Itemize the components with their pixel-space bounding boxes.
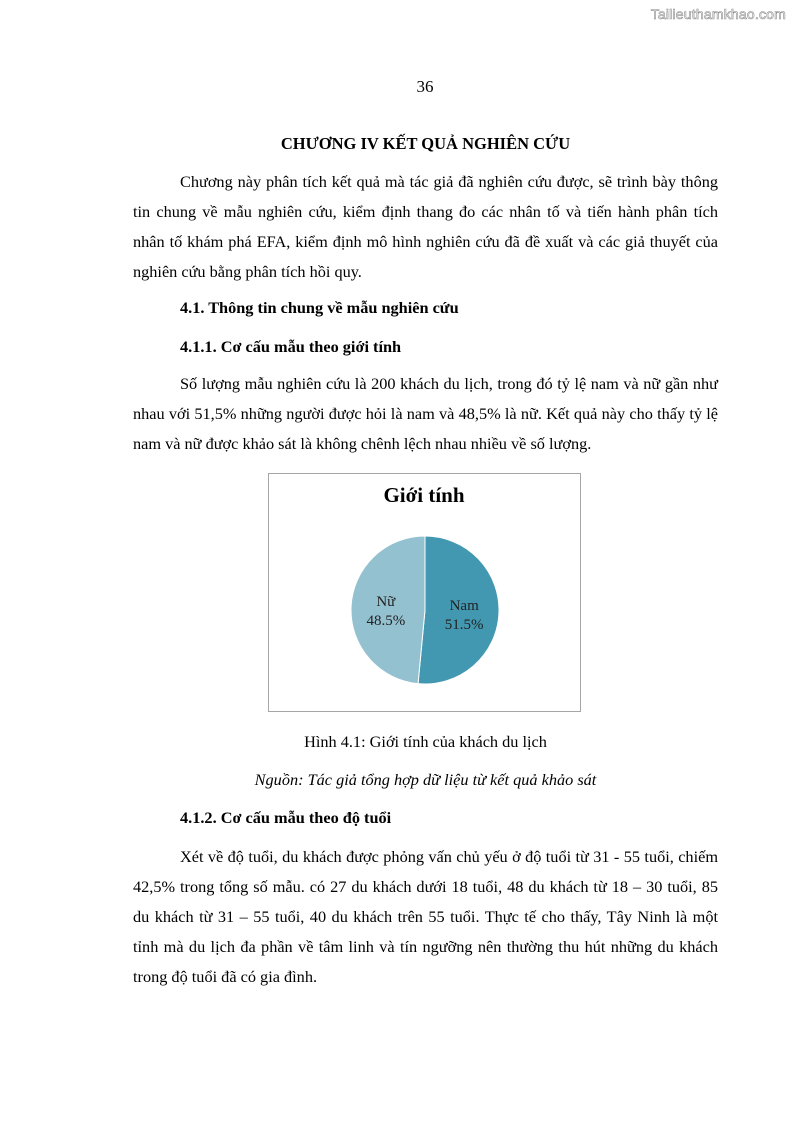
section-heading-4-1-2: 4.1.2. Cơ cấu mẫu theo độ tuổi <box>180 808 392 827</box>
pie-label-value: 51.5% <box>444 616 484 633</box>
pie-label-name: Nam <box>449 597 479 614</box>
watermark: Tailieuthamkhao.com <box>650 6 786 22</box>
pie-label-value: 48.5% <box>366 613 406 630</box>
pie-label-name: Nữ <box>376 594 396 611</box>
pie-chart-canvas <box>269 474 580 711</box>
section-heading-4-1: 4.1. Thông tin chung về mẫu nghiên cứu <box>180 298 459 317</box>
gender-paragraph: Số lượng mẫu nghiên cứu là 200 khách du lịch, trong đó tỷ lệ nam và nữ gần như nhau với 51,5% những người được hỏi là nam và 48,5% là nữ. Kết quả này cho thấy tỷ lệ nam và nữ được khảo sát là không chênh lệch nhau nhiều về số lượng. <box>133 374 718 453</box>
chapter-title: CHƯƠNG IV KẾT QUẢ NGHIÊN CỨU <box>280 134 571 153</box>
gender-pie-chart <box>268 473 581 712</box>
figure-caption: Hình 4.1: Giới tính của khách du lịch <box>304 732 547 751</box>
age-paragraph: Xét về độ tuổi, du khách được phỏng vấn chủ yếu ở độ tuổi từ 31 - 55 tuổi, chiếm 42,5% trong tổng số mẫu. có 27 du khách dưới 18 tuổi, 48 du khách từ 18 – 30 tuổi, 85 du khách từ 31 – 55 tuổi, 40 du khách trên 55 tuổi. Thực tế cho thấy, Tây Ninh là một tỉnh mà du lịch đa phần về tâm linh và tín ngưỡng nên thường thu hút những du khách trong độ tuổi đã có gia đình. <box>133 847 718 986</box>
page-number: 36 <box>416 77 434 96</box>
chart-title: Giới tính <box>383 483 465 507</box>
intro-paragraph: Chương này phân tích kết quả mà tác giả đã nghiên cứu được, sẽ trình bày thông tin chung về mẫu nghiên cứu, kiểm định thang đo các nhân tố và tiến hành phân tích nhân tố khám phá EFA, kiểm định mô hình nghiên cứu đã đề xuất và các giả thuyết của nghiên cứu bằng phân tích hồi quy. <box>133 172 718 281</box>
section-heading-4-1-1: 4.1.1. Cơ cấu mẫu theo giới tính <box>180 337 402 356</box>
figure-source: Nguồn: Tác giả tổng hợp dữ liệu từ kết quả khảo sát <box>254 770 597 789</box>
